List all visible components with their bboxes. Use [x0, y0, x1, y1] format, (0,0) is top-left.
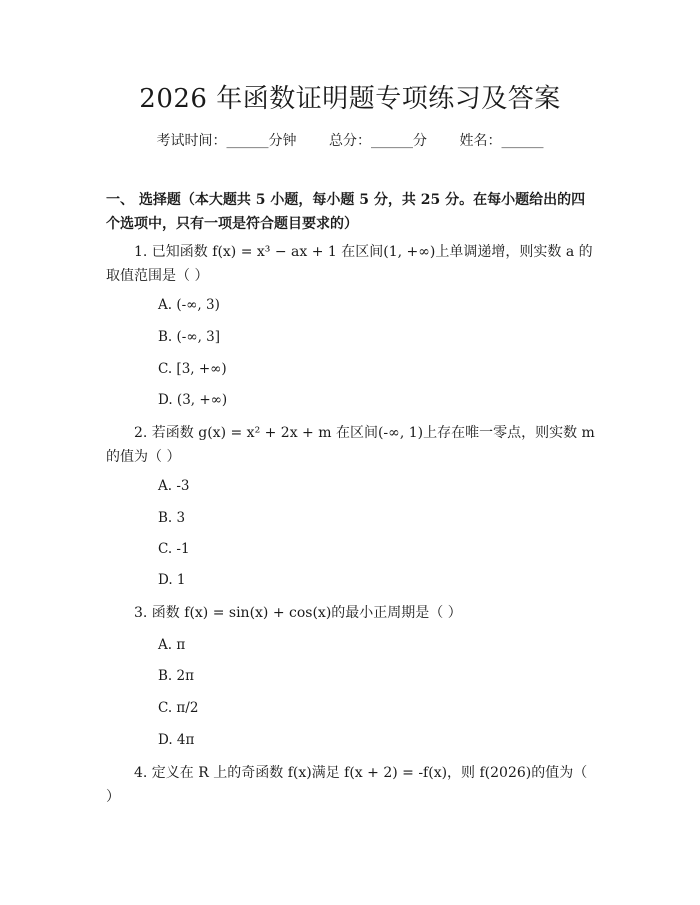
question-1-option-b: B. (-∞, 3]	[158, 329, 221, 345]
exam-time-field: 考试时间：______分钟	[156, 133, 297, 149]
student-name-field: 姓名：______	[459, 133, 544, 149]
question-2-option-d: D. 1	[158, 572, 186, 588]
question-2-option-b: B. 3	[158, 510, 186, 526]
question-3-text: 3. 函数 f(x) = sin(x) + cos(x)的最小正周期是（ ）	[134, 605, 462, 621]
question-1-option-a: A. (-∞, 3)	[158, 297, 220, 313]
exam-info-line	[0, 131, 700, 151]
question-2-option-c: C. -1	[158, 541, 190, 557]
question-2-text: 2. 若函数 g(x) = x² + 2x + m 在区间(-∞, 1)上存在唯一零点，则实数 m 的值为（ ）	[106, 425, 595, 465]
question-1-option-d: D. (3, +∞)	[158, 392, 228, 408]
question-1-option-c: C. [3, +∞)	[158, 361, 227, 377]
question-2-option-a: A. -3	[158, 478, 190, 494]
page-title: 2026 年函数证明题专项练习及答案	[139, 84, 561, 114]
question-3-option-a: A. π	[158, 637, 186, 653]
question-3-option-c: C. π/2	[158, 700, 199, 716]
question-1-text: 1. 已知函数 f(x) = x³ − ax + 1 在区间(1, +∞)上单调递增，则实数 a 的取值范围是（ ）	[106, 244, 593, 284]
section-heading-multiple-choice: 一、 选择题（本大题共 5 小题，每小题 5 分，共 25 分。在每小题给出的四个选项中，只有一项是符合题目要求的）	[106, 192, 586, 232]
total-score-field: 总分：______分	[329, 133, 427, 149]
question-3-option-d: D. 4π	[158, 732, 195, 748]
question-4-text: 4. 定义在 R 上的奇函数 f(x)满足 f(x + 2) = -f(x)，则 f(2026)的值为（ ）	[106, 765, 588, 805]
question-3-option-b: B. 2π	[158, 668, 194, 684]
